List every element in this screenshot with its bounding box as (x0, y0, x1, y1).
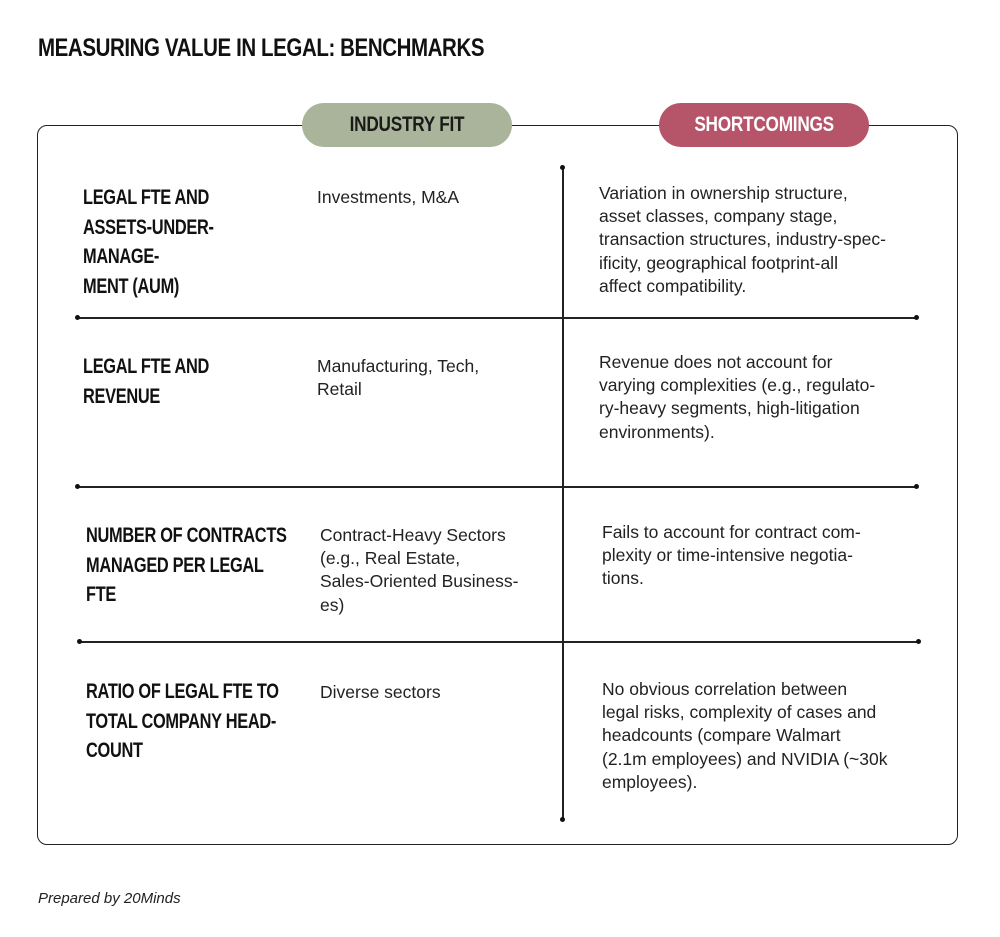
row-separator (77, 486, 917, 488)
shortcomings-aum: Variation in ownership structure, asset classes, company stage, transaction structures, industry-spec- ificity, geographical footprint-all affect compatibility. (599, 183, 886, 296)
divider-dot-bottom (560, 817, 565, 822)
industry-fit-aum: Investments, M&A (317, 187, 459, 207)
shortcomings-header: SHORTCOMINGS (659, 103, 869, 147)
shortcomings-headcount: No obvious correlation between legal risks, complexity of cases and headcounts (compare Walmart (2.1m employees) and NVIDIA (~30k employees). (602, 679, 888, 792)
shortcomings-contracts: Fails to account for contract com- plexity or time-intensive negotia- tions. (602, 522, 861, 589)
divider-dot-top (560, 165, 565, 170)
industry-fit-contracts: Contract-Heavy Sectors (e.g., Real Estate, Sales-Oriented Business- es) (320, 525, 519, 615)
page-title: MEASURING VALUE IN LEGAL: BENCHMARKS (38, 34, 485, 62)
separator-dot (75, 484, 80, 489)
row-label-headcount: RATIO OF LEGAL FTE TO TOTAL COMPANY HEAD- COUNT (86, 680, 279, 762)
row-separator (79, 641, 919, 643)
industry-fit-header: INDUSTRY FIT (302, 103, 512, 147)
row-separator (77, 317, 917, 319)
industry-fit-headcount: Diverse sectors (320, 682, 441, 702)
industry-fit-revenue: Manufacturing, Tech, Retail (317, 356, 480, 400)
separator-dot (75, 315, 80, 320)
row-label-revenue: LEGAL FTE AND REVENUE (83, 355, 210, 408)
separator-dot (914, 315, 919, 320)
footer-credit: Prepared by 20Minds (38, 890, 181, 907)
shortcomings-revenue: Revenue does not account for varying complexities (e.g., regulato- ry-heavy segments, high-litigation environments). (599, 352, 876, 442)
separator-dot (916, 639, 921, 644)
row-label-contracts: NUMBER OF CONTRACTS MANAGED PER LEGAL FTE (86, 524, 287, 606)
column-divider (562, 167, 564, 819)
separator-dot (77, 639, 82, 644)
row-label-aum: LEGAL FTE AND ASSETS-UNDER-MANAGE- MENT (AUM) (83, 186, 214, 298)
separator-dot (914, 484, 919, 489)
